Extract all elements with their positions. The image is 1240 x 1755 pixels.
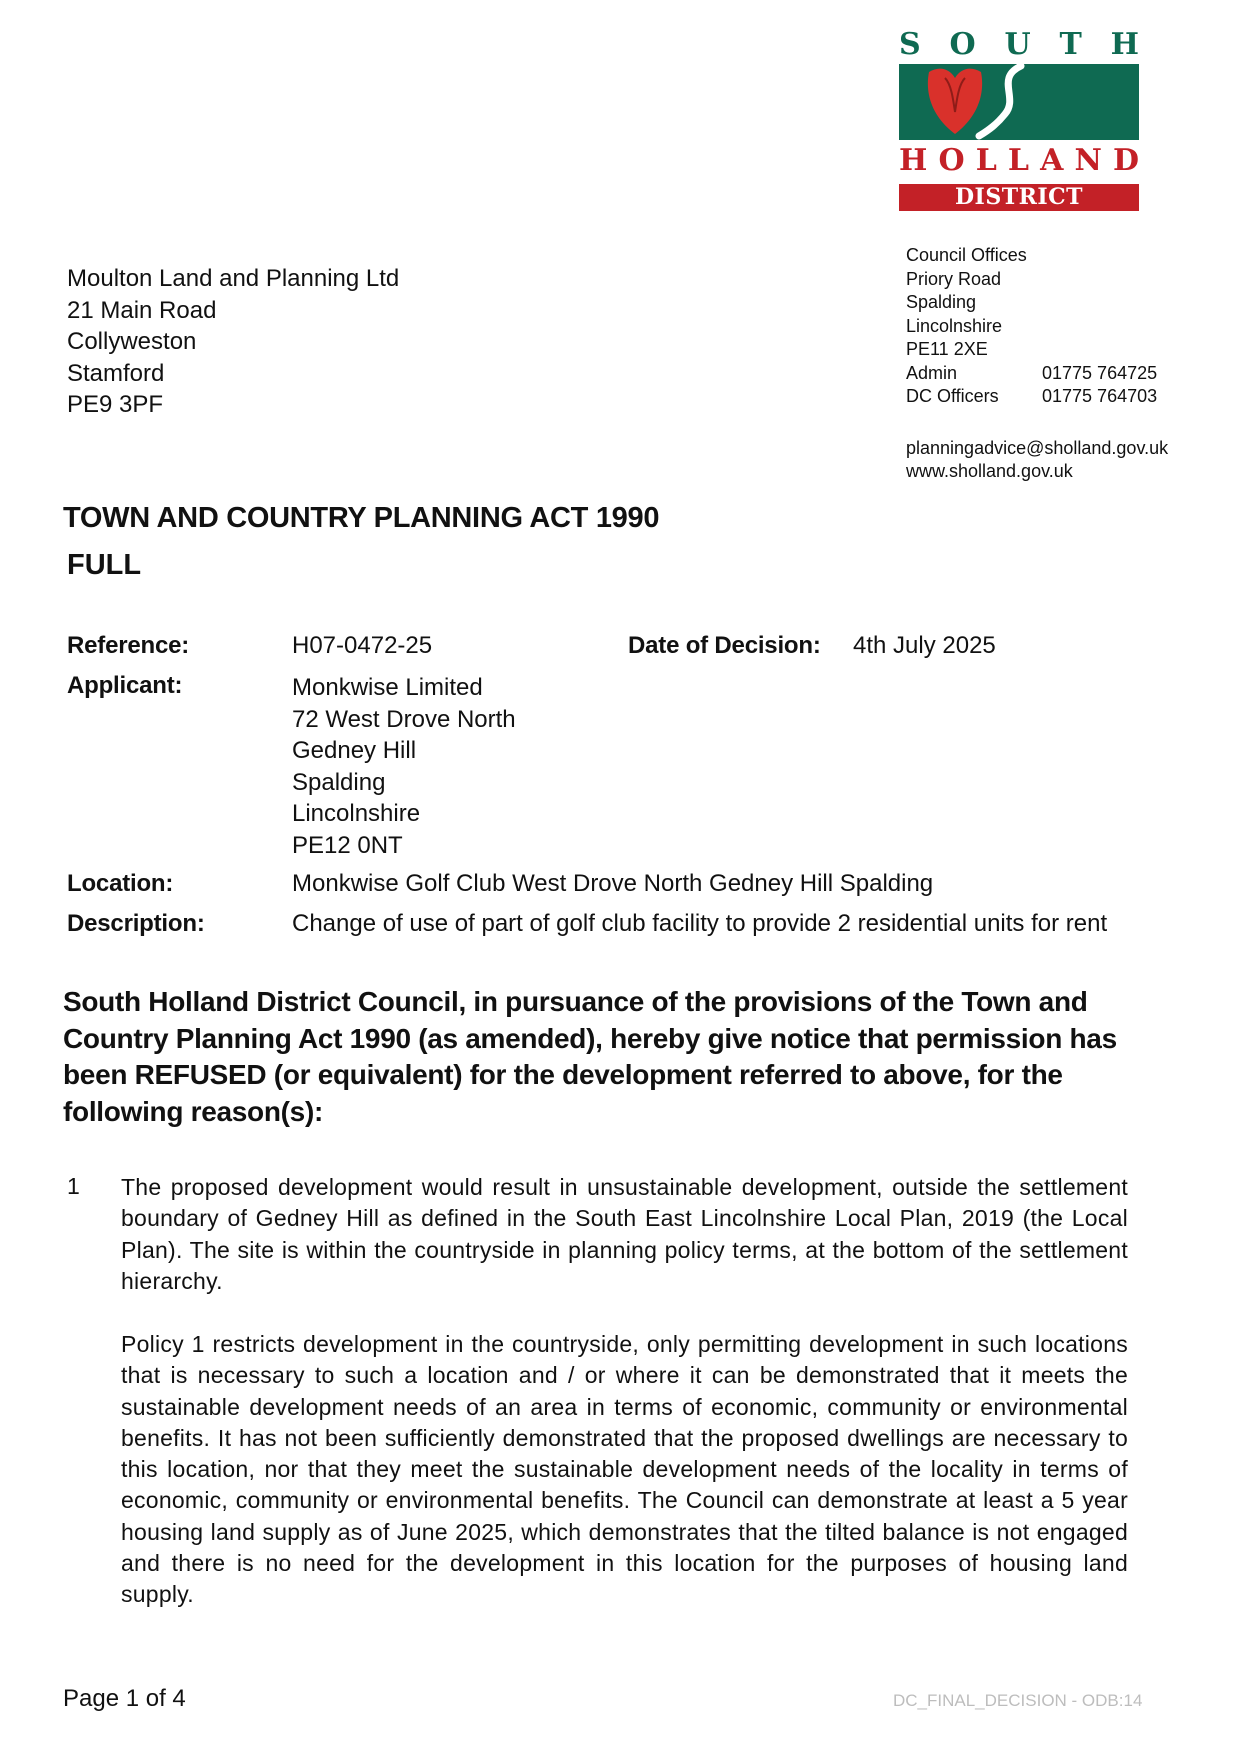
description-value: Change of use of part of golf club facility to provide 2 residential units for rent [292,910,1108,937]
council-address-line: PE11 2XE [906,339,988,359]
applicant-line: Gedney Hill [292,737,417,764]
tulip-emblem [899,64,1139,140]
reason-number: 1 [67,1173,80,1199]
addressee-block [67,263,399,421]
council-address-line: Lincolnshire [906,315,1003,336]
addressee-line: Stamford [67,359,165,387]
applicant-line: PE12 0NT [292,831,403,859]
date-of-decision-value: 4th July 2025 [853,632,996,659]
council-address-line: Priory Road [906,268,1002,289]
reason-paragraph: Policy 1 restricts development in the countryside, only permitting development in such locations that is necessary to such a location and / or where it can be demonstrated that it meets the sustainable development needs of an area in terms of economic, community or environmental benefits. It has not been sufficiently demonstrated that the proposed dwellings are necessary to this location, nor that they meet the sustainable development needs of the locality in terms of economic, community or environmental benefits. The Council can demonstrate at least a 5 year housing land supply as of June 2025, which demonstrates that the tilted balance is not engaged and there is no need for the development in this location for the purposes of housing land supply. [121,1331,1128,1608]
addressee-line: Moulton Land and Planning Ltd [67,265,400,292]
council-address-line: Council Offices [906,245,1027,265]
logo-district-banner: DISTRICT COUNCIL [899,184,1139,211]
date-of-decision-label: Date of Decision: [628,632,821,659]
description-label: Description: [67,910,205,937]
location-label: Location: [67,870,174,897]
website-link[interactable]: www.sholland.gov.uk [906,461,1073,481]
logo-holland-text: H O L L A N D [899,143,1139,178]
page-number: Page 1 of 4 [63,1685,186,1712]
applicant-line: Lincolnshire [292,800,421,827]
applicant-value [292,672,516,861]
document-code: DC_FINAL_DECISION - ODB:14 [893,1691,1143,1710]
council-contact-block [906,244,1206,484]
phone-row-dc-officers [906,385,1206,409]
reference-label: Reference: [67,632,190,659]
addressee-line: PE9 3PF [67,391,164,418]
phone-row-admin [906,362,1206,386]
application-type: FULL [67,549,142,581]
council-logo [899,27,1139,237]
addressee-line: 21 Main Road [67,296,217,324]
logo-south-text: S O U T H [899,27,1139,62]
refusal-notice: South Holland District Council, in pursuance of the provisions of the Town and Country Planning Act 1990 (as amended), hereby give notice that permission has been REFUSED (or equivalent) for the development referred to above, for the following reason(s): [63,986,1117,1127]
phone-number: 01775 764725 [1042,362,1158,383]
phone-label: DC Officers [906,386,999,406]
applicant-line: 72 West Drove North [292,705,516,733]
applicant-line: Spalding [292,768,386,796]
act-title: TOWN AND COUNTRY PLANNING ACT 1990 [63,502,660,534]
phone-number: 01775 764703 [1042,386,1158,406]
reason-paragraph: The proposed development would result in unsustainable development, outside the settlement boundary of Gedney Hill as defined in the South East Lincolnshire Local Plan, 2019 (the Local Plan). The site is within the countryside in planning policy terms, at the bottom of the settlement hierarchy. [121,1174,1128,1294]
addressee-line: Collyweston [67,328,197,355]
council-address-line: Spalding [906,292,977,312]
reference-value: H07-0472-25 [292,632,433,659]
email-link[interactable]: planningadvice@sholland.gov.uk [906,437,1169,458]
applicant-label: Applicant: [67,672,183,699]
location-value: Monkwise Golf Club West Drove North Gedney Hill Spalding [292,870,934,897]
phone-label: Admin [906,362,958,383]
tulip-icon [899,64,1139,140]
applicant-line: Monkwise Limited [292,674,483,701]
